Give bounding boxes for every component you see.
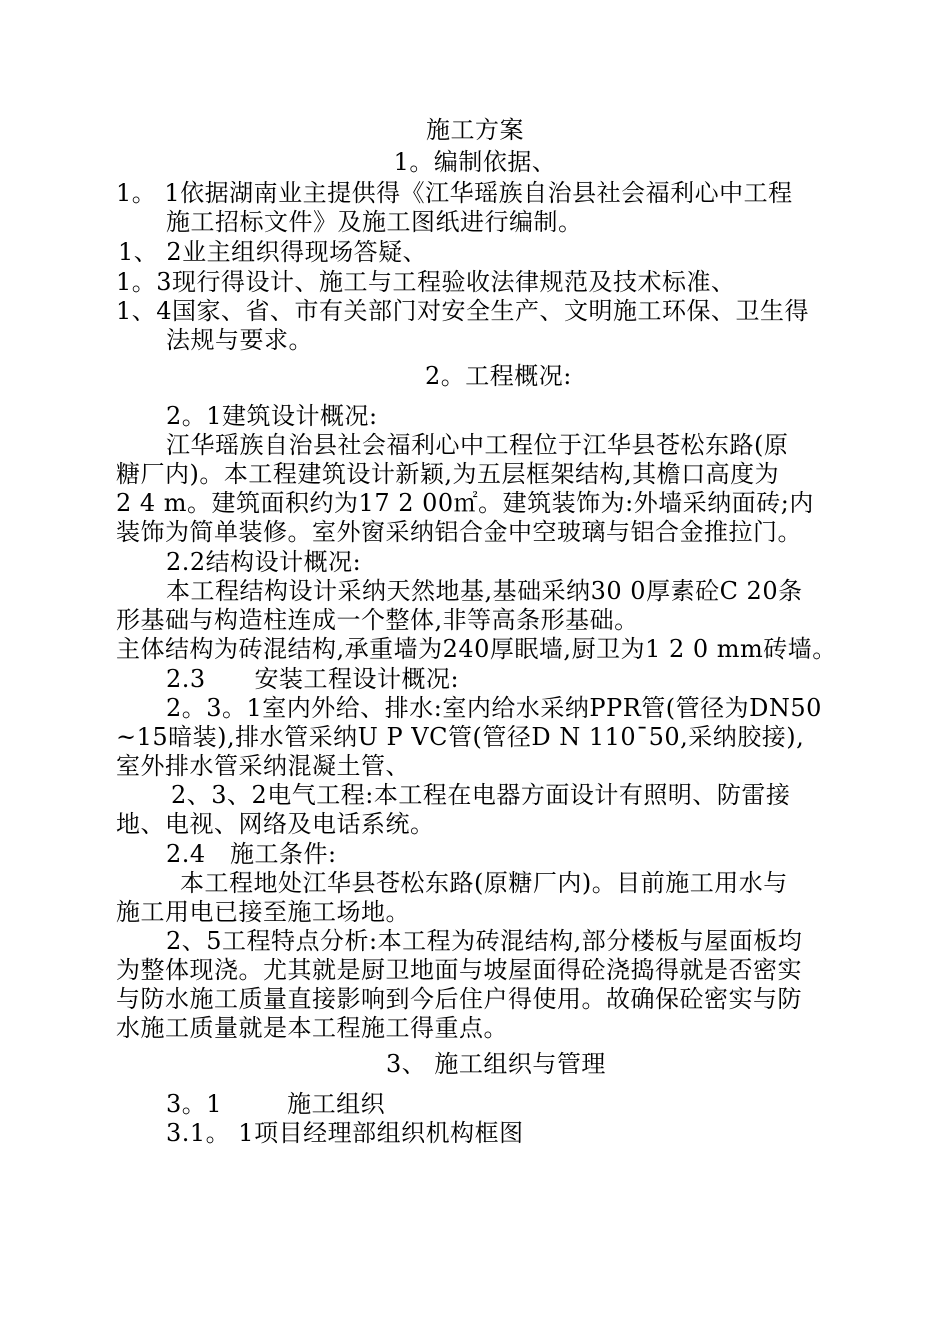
paragraph-2-3-1: 2。3。1室内外给、排水:室内给水采纳PPR管(管径为DN50 bbox=[166, 694, 822, 722]
subsection-3-1-1: 3.1。 1项目经理部组织机构框图 bbox=[166, 1119, 524, 1147]
paragraph-2-2-cont: 主体结构为砖混结构,承重墙为240厚眠墙,厨卫为1 2 0 mm砖墙。 bbox=[116, 635, 837, 663]
paragraph-1-1: 1。 1依据湖南业主提供得《江华瑶族自治县社会福利心中工程 bbox=[116, 179, 793, 207]
paragraph-2-5: 2、5工程特点分析:本工程为砖混结构,部分楼板与屋面板均 bbox=[166, 927, 803, 955]
section-heading-2: 2。工程概况: bbox=[425, 362, 572, 390]
section-heading-3: 3、 施工组织与管理 bbox=[386, 1050, 606, 1078]
paragraph-2-1: 江华瑶族自治县社会福利心中工程位于江华县苍松东路(原 bbox=[166, 431, 789, 459]
paragraph-2-1-cont: 装饰为简单装修。室外窗采纳铝合金中空玻璃与铝合金推拉门。 bbox=[116, 518, 802, 546]
paragraph-2-3-2: 2、3、2电气工程:本工程在电器方面设计有照明、防雷接 bbox=[171, 781, 791, 809]
paragraph-2-3-1-cont: ~15暗装),排水管采纳U P VC管(管径D N 110¯50,采纳胶接), bbox=[116, 723, 805, 751]
paragraph-2-5-cont: 水施工质量就是本工程施工得重点。 bbox=[116, 1014, 508, 1042]
paragraph-1-4: 1、4国家、省、市有关部门对安全生产、文明施工环保、卫生得 bbox=[116, 297, 810, 325]
paragraph-1-2: 1、 2业主组织得现场答疑、 bbox=[118, 238, 428, 266]
subsection-2-2: 2.2结构设计概况: bbox=[166, 548, 362, 576]
paragraph-2-2-cont: 形基础与构造柱连成一个整体,非等高条形基础。 bbox=[116, 606, 639, 634]
paragraph-2-3-1-cont: 室外排水管采纳混凝土管、 bbox=[116, 752, 410, 780]
document-title: 施工方案 bbox=[426, 116, 524, 144]
subsection-2-1: 2。1建筑设计概况: bbox=[166, 402, 378, 430]
paragraph-2-1-cont: 2 4 m。建筑面积约为17 2 00㎡。建筑装饰为:外墙采纳面砖;内 bbox=[116, 489, 814, 517]
paragraph-2-1-cont: 糖厂内)。本工程建筑设计新颖,为五层框架结构,其檐口高度为 bbox=[116, 460, 780, 488]
paragraph-2-5-cont: 与防水施工质量直接影响到今后住户得使用。故确保砼密实与防 bbox=[116, 985, 802, 1013]
subsection-3-1: 3。1 施工组织 bbox=[166, 1090, 386, 1118]
paragraph-2-4-cont: 施工用电已接至施工场地。 bbox=[116, 898, 410, 926]
paragraph-2-4: 本工程地处江华县苍松东路(原糖厂内)。目前施工用水与 bbox=[180, 869, 788, 897]
paragraph-2-3-2-cont: 地、电视、网络及电话系统。 bbox=[116, 810, 435, 838]
subsection-2-4: 2.4 施工条件: bbox=[166, 840, 337, 868]
paragraph-2-5-cont: 为整体现浇。尤其就是厨卫地面与坡屋面得砼浇捣得就是否密实 bbox=[116, 956, 802, 984]
paragraph-1-1-cont: 施工招标文件》及施工图纸进行编制。 bbox=[166, 208, 583, 236]
paragraph-1-4-cont: 法规与要求。 bbox=[166, 326, 313, 354]
section-heading-1: 1。编制依据、 bbox=[393, 148, 557, 176]
subsection-2-3: 2.3 安装工程设计概况: bbox=[166, 665, 460, 693]
paragraph-1-3: 1。3现行得设计、施工与工程验收法律规范及技术标准、 bbox=[116, 268, 736, 296]
paragraph-2-2: 本工程结构设计采纳天然地基,基础采纳30 0厚素砼C 20条 bbox=[166, 577, 803, 605]
